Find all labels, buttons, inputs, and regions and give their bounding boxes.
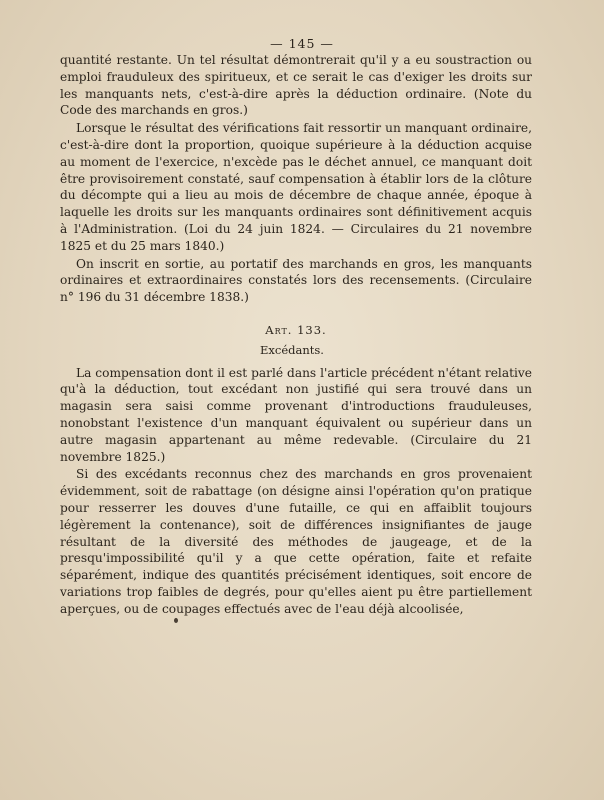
paragraph-inscription-sortie: On inscrit en sortie, au portatif des marchands en gros, les manquants ordinaires et extraordinaires constatés lors des recensements. (Circulaire n° 196 du 31 décembre 1838.) — [60, 256, 532, 305]
main-text — [60, 52, 532, 619]
paragraph-manquant-ordinaire: Lorsque le résultat des vérifications fait ressortir un manquant ordinaire, c'est-à-dire dont la proportion, quoique supérieure à la déduction acquise au moment de l'exercice, n'excède pas le déchet annuel, ce manquant doit être provisoirement constaté, sauf compensation à établir lors de la clôture du décompte qui a lieu au mois de décembre de chaque année, époque à laquelle les droits sur les manquants ordinaires sont définitivement acquis à l'Administration. (Loi du 24 juin 1824. — Circulaires du 21 novembre 1825 et du 25 mars 1840.) — [60, 121, 532, 253]
paragraph-excedants: Si des excédants reconnus chez des marchands en gros provenaient évidemment, soit de rabattage (on désigne ainsi l'opération qu'on pratique pour resserrer les douves d'une futaille, ce qui en affaiblit toujours légèrement la contenance), soit de différences insignifiantes de jauge résultant de la diversité des méthodes de jaugeage, et de la presqu'impossibilité qu'il y a que cette opération, faite et refaite séparément, indique des quantités précisément identiques, soit encore de variations trop faibles de degrés, pour qu'elles aient pu être partiellement aperçues, ou de coupages effectués avec de l'eau déjà alcoolisée, — [60, 467, 532, 616]
paragraph-compensation: La compensation dont il est parlé dans l'article précédent n'étant relative qu'à la déduction, tout excédant non justifié qui sera trouvé dans un magasin sera saisi comme provenant d'introductions frauduleuses, nonobstant l'existence d'un manquant équivalent ou supérieur dans un autre magasin appartenant au même redevable. (Circulaire du 21 novembre 1825.) — [60, 365, 532, 464]
ink-speck — [174, 618, 178, 623]
article-subheading: Excédants. — [260, 342, 324, 357]
paragraph-note-code: quantité restante. Un tel résultat démontrerait qu'il y a eu soustraction ou emploi frauduleux des spiritueux, et ce serait le cas d'exiger les droits sur les manquants nets, c'est-à-dire après la déduction ordinaire. (Note du Code des marchands en gros.) — [60, 53, 532, 118]
page-number: — 145 — — [270, 36, 334, 51]
article-heading: Art. 133. — [265, 322, 327, 337]
